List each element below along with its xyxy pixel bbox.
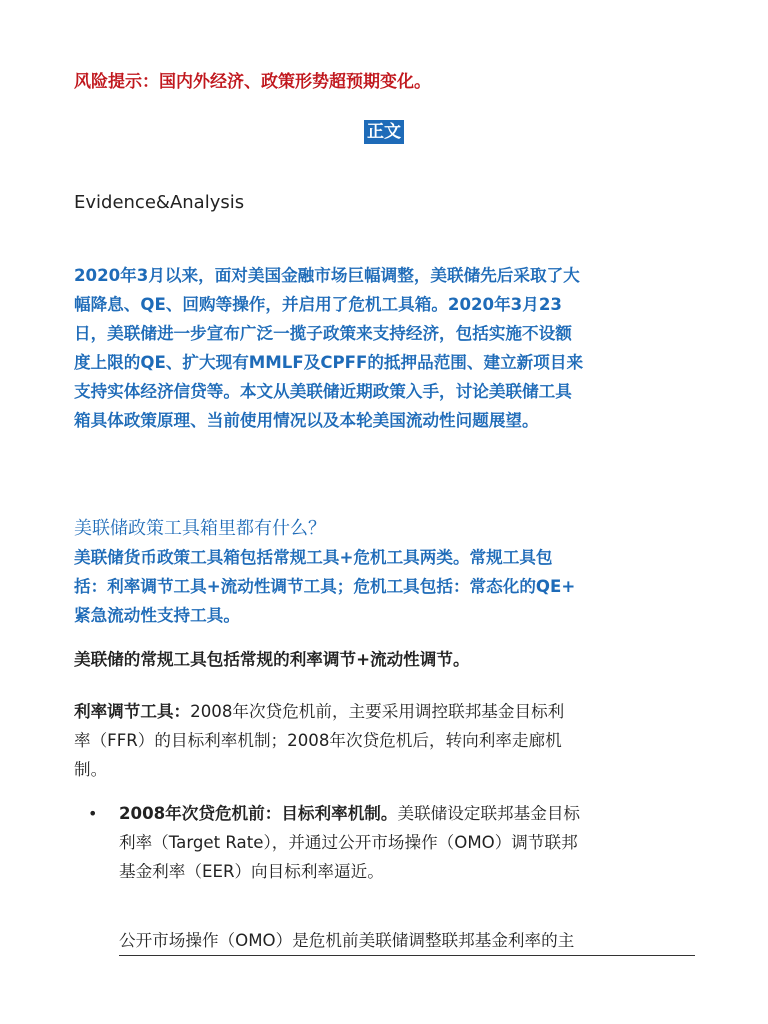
bullet-pre-crisis: [119, 799, 699, 886]
question-paragraph: [74, 543, 702, 630]
question-line: 美联储货币政策工具箱包括常规工具+危机工具两类。常规工具包: [74, 548, 553, 567]
summary-line: 度上限的QE、扩大现有MMLF及CPFF的抵押品范围、建立新项目来: [74, 353, 584, 372]
rate-tools-line: 制。: [74, 760, 108, 779]
summary-line: 2020年3月以来，面对美国金融市场巨幅调整，美联储先后采取了大: [74, 266, 580, 285]
bullet-line: [119, 799, 699, 828]
summary-line: 支持实体经济信贷等。本文从美联储近期政策入手，讨论美联储工具: [74, 382, 572, 401]
summary-paragraph: [74, 261, 702, 435]
omo-line: 公开市场操作（OMO）是危机前美联储调整联邦基金利率的主: [119, 928, 695, 956]
summary-line: 箱具体政策原理、当前使用情况以及本轮美国流动性问题展望。: [74, 411, 539, 430]
rate-tools-line: [74, 697, 702, 726]
question-line: 紧急流动性支持工具。: [74, 606, 240, 625]
summary-line: 日，美联储进一步宣布广泛一揽子政策来支持经济，包括实施不设额: [74, 324, 572, 343]
bullet-label: 2008年次贷危机前：目标利率机制。: [119, 804, 398, 823]
summary-line: 幅降息、QE、回购等操作，并启用了危机工具箱。2020年3月23: [74, 295, 562, 314]
bullet-marker: •: [88, 804, 98, 823]
question-title: 美联储政策工具箱里都有什么？: [74, 518, 326, 539]
rate-tools-line: 率（FFR）的目标利率机制；2008年次贷危机后，转向利率走廊机: [74, 731, 562, 750]
bullet-line: 基金利率（EER）向目标利率逼近。: [119, 862, 384, 881]
section-label-wrap: [0, 120, 768, 144]
conventional-tools-heading: 美联储的常规工具包括常规的利率调节+流动性调节。: [74, 650, 470, 669]
rate-tools-label: 利率调节工具：: [74, 702, 191, 721]
risk-notice: 风险提示：国内外经济、政策形势超预期变化。: [74, 72, 431, 92]
section-label: 正文: [364, 120, 404, 144]
question-line: 括：利率调节工具+流动性调节工具；危机工具包括：常态化的QE+: [74, 577, 576, 596]
bullet-line: 利率（Target Rate），并通过公开市场操作（OMO）调节联邦: [119, 833, 578, 852]
evidence-heading: Evidence&Analysis: [74, 192, 245, 213]
rate-tools-paragraph: [74, 697, 702, 784]
rate-tools-line1-text: 2008年次贷危机前，主要采用调控联邦基金目标利: [190, 702, 565, 721]
bullet-line1-text: 美联储设定联邦基金目标: [397, 804, 581, 823]
